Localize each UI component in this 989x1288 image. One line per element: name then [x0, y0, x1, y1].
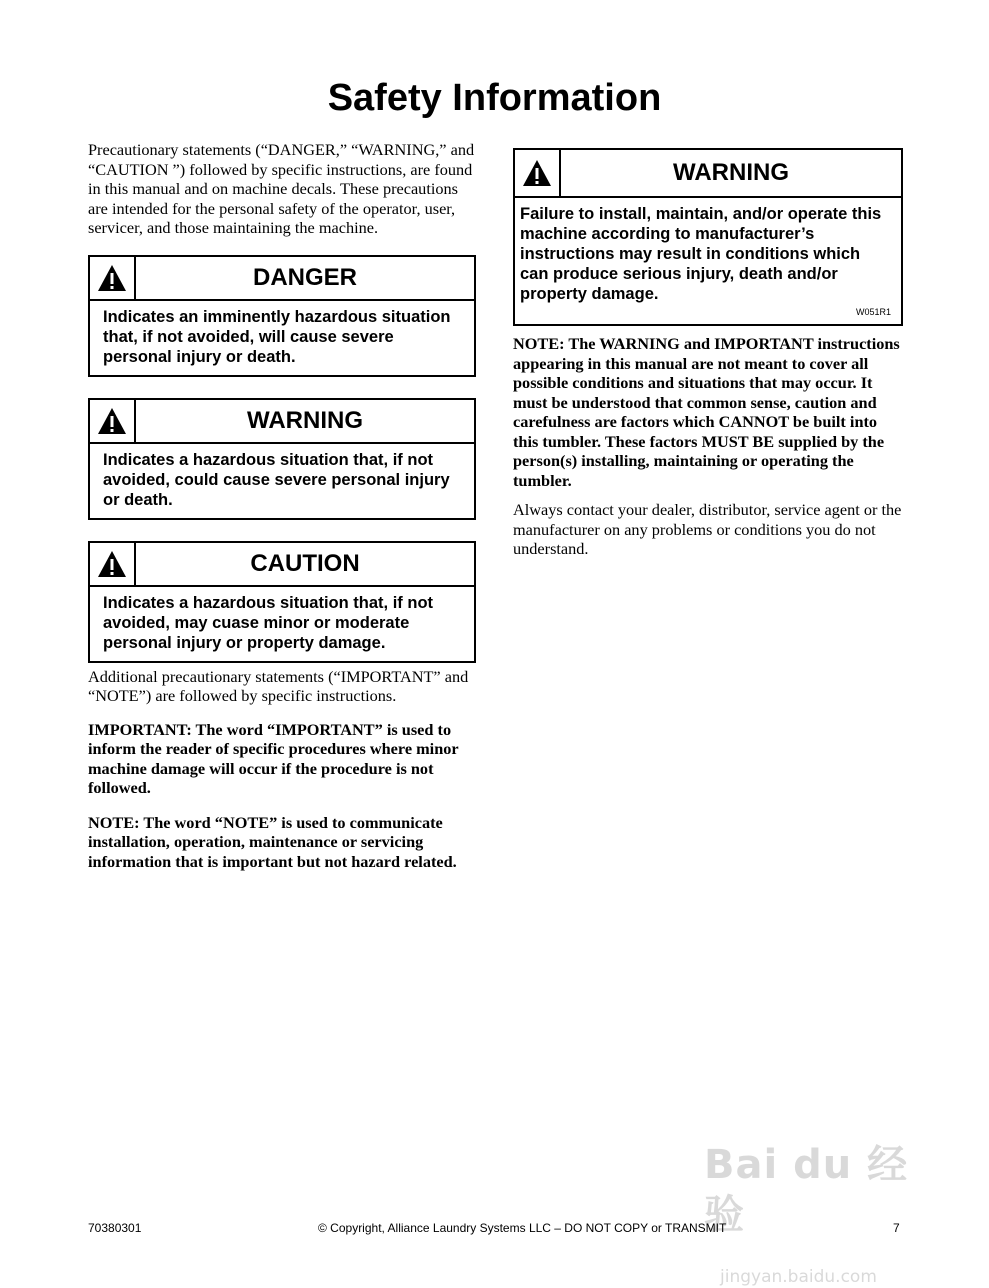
right-warning-box	[513, 148, 903, 326]
danger-box	[88, 255, 476, 377]
warning-triangle-icon	[97, 264, 127, 292]
warning-triangle-icon	[522, 159, 552, 187]
warning-box	[88, 398, 476, 520]
caution-text: Indicates a hazardous situation that, if not avoided, may cuase minor or moderate personal injury or property damage.	[103, 593, 434, 652]
right-note-paragraph: NOTE: The WARNING and IMPORTANT instructions appearing in this manual are not meant to cover all possible conditions and situations that may occur. It must be understood that common sense, caution and carefulness are factors which CANNOT be built into this tumbler. These factors MUST BE supplied by the person(s) installing, maintaining or operating the tumbler.	[513, 334, 900, 490]
warning-text: Indicates a hazardous situation that, if not avoided, could cause severe personal injury or death.	[103, 450, 450, 509]
important-paragraph: IMPORTANT: The word “IMPORTANT” is used to inform the reader of specific procedures where minor machine damage will occur if the procedure is not followed.	[88, 719, 459, 797]
warning-triangle-icon	[97, 550, 127, 578]
doc-number: 70380301	[88, 1221, 142, 1235]
left-column	[88, 140, 476, 871]
warning-triangle-icon	[97, 407, 127, 435]
caution-signal-word: CAUTION	[250, 549, 360, 577]
right-warning-text: Failure to install, maintain, and/or operate this machine according to manufacturer’s instructions may result in conditions which can produce serious injury, death and/or property damage.	[520, 205, 882, 303]
contact-paragraph: Always contact your dealer, distributor, service agent or the manufacturer on any problems or conditions you do not understand.	[513, 500, 902, 558]
note-paragraph: NOTE: The word “NOTE” is used to communicate installation, operation, maintenance or servicing information that is important but not hazard related.	[88, 812, 457, 871]
warning-signal-word: WARNING	[247, 406, 363, 434]
watermark-brand: Bai du 经验	[704, 1142, 909, 1238]
right-warning-body	[515, 198, 901, 324]
watermark-url: jingyan.baidu.com	[720, 1267, 877, 1287]
caution-box	[88, 541, 476, 663]
danger-signal-word: DANGER	[252, 263, 357, 291]
intro-paragraph: Precautionary statements (“DANGER,” “WARNING,” and “CAUTION ”) followed by specific instructions, are found in this manual and on machine decals. These precautions are intended for the personal safety of the operator, user, servicer, and those maintaining the machine.	[88, 140, 475, 237]
warning-code: W051R1	[855, 307, 891, 317]
additional-paragraph: Additional precautionary statements (“IMPORTANT” and “NOTE”) are followed by specific instructions.	[88, 666, 469, 705]
right-warning-signal-word: WARNING	[673, 159, 789, 186]
page-title: Safety Information	[327, 77, 662, 119]
copyright-notice: © Copyright, Alliance Laundry Systems LLC – DO NOT COPY or TRANSMIT	[318, 1221, 727, 1235]
page-number: 7	[893, 1221, 900, 1235]
danger-text: Indicates an imminently hazardous situation that, if not avoided, will cause severe personal injury or death.	[103, 307, 451, 366]
right-column	[513, 148, 903, 559]
watermark	[700, 1140, 940, 1287]
